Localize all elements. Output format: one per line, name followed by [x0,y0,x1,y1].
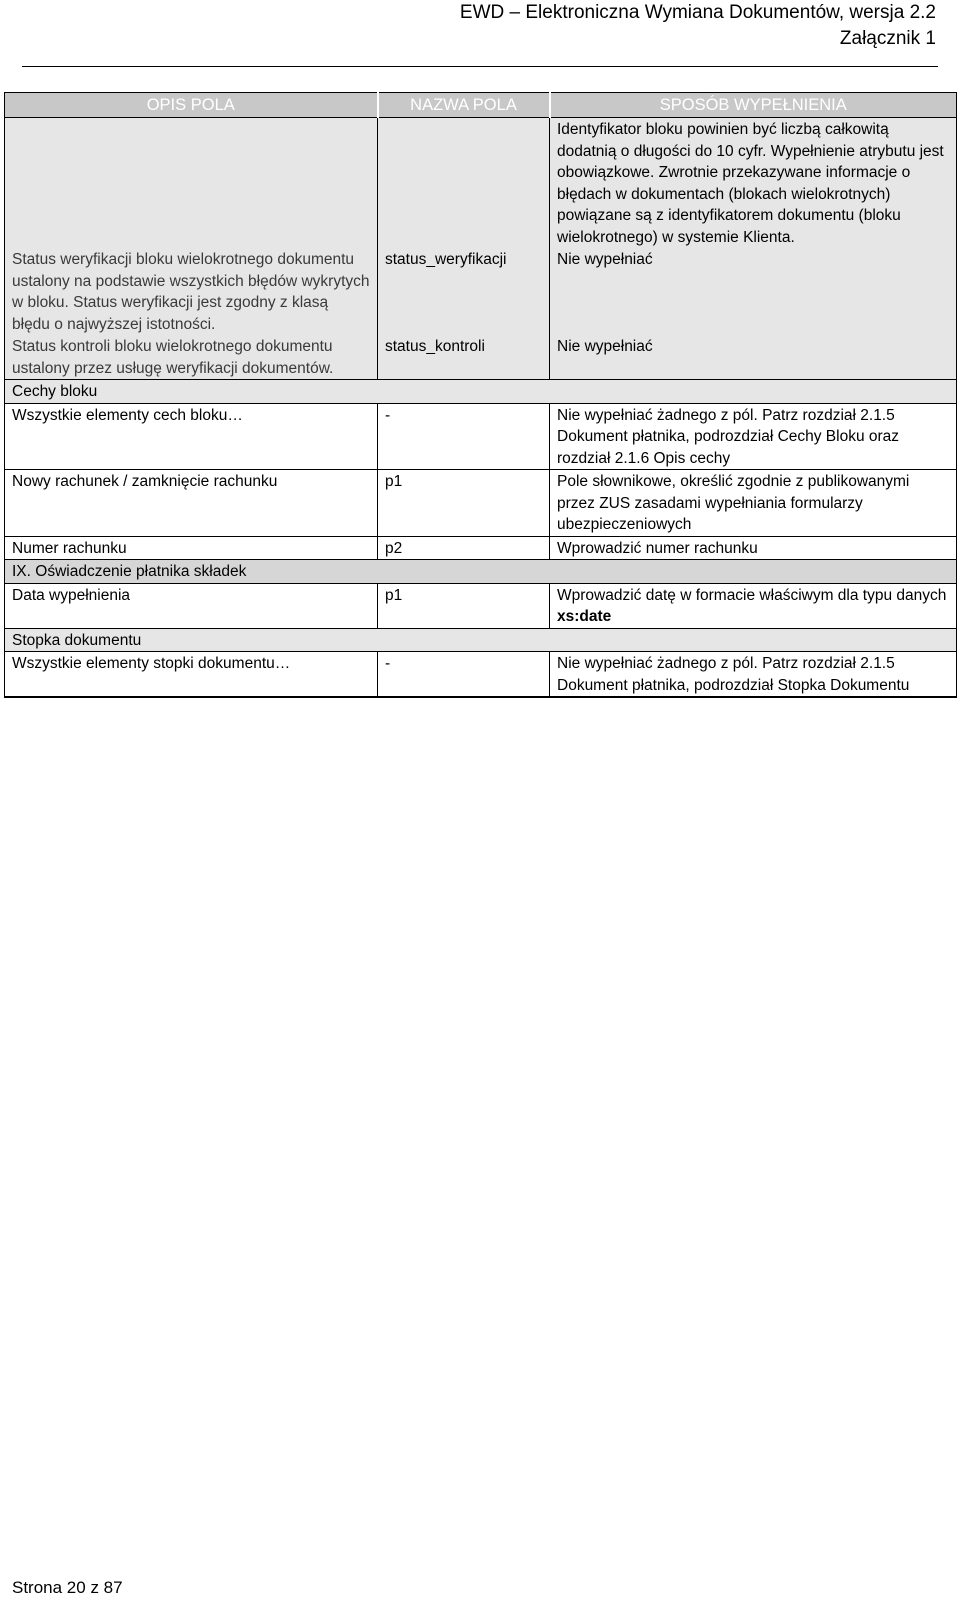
field-name: status_kontroli [378,335,550,380]
header-rule [22,66,938,67]
field-description: Wszystkie elementy stopki dokumentu… [5,652,378,698]
field-fill-rule: Pole słownikowe, określić zgodnie z publikowanymi przez ZUS zasadami wypełniania formularzy ubezpieczeniowych [550,470,957,537]
field-fill-rule [550,583,957,628]
field-description: Status kontroli bloku wielokrotnego dokumentu ustalony przez usługę weryfikacji dokumentów. [5,335,378,380]
field-name: - [378,403,550,470]
section-title: Cechy bloku [5,380,957,404]
table-row [5,536,957,560]
field-fill-rule: Nie wypełniać [550,248,957,335]
field-fill-rule: Nie wypełniać [550,335,957,380]
field-name: p2 [378,536,550,560]
page-number: Strona 20 z 87 [12,1578,123,1597]
document-title: EWD – Elektroniczna Wymiana Dokumentów, wersja 2.2 [459,2,936,23]
table-row [5,118,957,249]
field-fill-rule: Nie wypełniać żadnego z pól. Patrz rozdział 2.1.5 Dokument płatnika, podrozdział Stopka Dokumentu [550,652,957,698]
field-name: p1 [378,583,550,628]
field-description: Numer rachunku [5,536,378,560]
table-row [5,248,957,335]
intro-text: Identyfikator bloku powinien być liczbą całkowitą dodatnią o długości do 10 cyfr. Wypełnienie atrybutu jest obowiązkowe. Zwrotnie przekazywane informacje o błędach w dokumentach (blokach wielokrotnych) powiązane są z identyfikatorem dokumentu (bloku wielokrotnego) w systemie Klienta. [550,118,957,249]
page-header [460,0,936,52]
attachment-label: Załącznik 1 [839,28,936,49]
section-row-cechy [5,380,957,404]
table-row [5,470,957,537]
field-name: - [378,652,550,698]
column-header-sposob: SPOSÓB WYPEŁNIENIA [550,93,957,118]
field-name: p1 [378,470,550,537]
section-row-ix [5,560,957,584]
field-description: Data wypełnienia [5,583,378,628]
section-title: IX. Oświadczenie płatnika składek [5,560,957,584]
table-row [5,583,957,628]
fill-rule-text: Wprowadzić datę w formacie właściwym dla typu danych [557,586,947,604]
field-description: Nowy rachunek / zamknięcie rachunku [5,470,378,537]
table-header-row [5,93,957,118]
field-description: Wszystkie elementy cech bloku… [5,403,378,470]
table-row [5,335,957,380]
field-fill-rule: Nie wypełniać żadnego z pól. Patrz rozdział 2.1.5 Dokument płatnika, podrozdział Cechy Bloku oraz rozdział 2.1.6 Opis cechy [550,403,957,470]
column-header-opis: OPIS POLA [5,93,378,118]
section-row-stopka [5,628,957,652]
field-description: Status weryfikacji bloku wielokrotnego dokumentu ustalony na podstawie wszystkich błędów wykrytych w bloku. Status weryfikacji jest zgodny z klasą błędu o najwyższej istotności. [5,248,378,335]
field-fill-rule: Wprowadzić numer rachunku [550,536,957,560]
field-spec-table [4,92,957,698]
table-row [5,652,957,698]
data-type-name: xs:date [557,608,612,625]
section-title: Stopka dokumentu [5,628,957,652]
table-row [5,403,957,470]
field-name: status_weryfikacji [378,248,550,335]
column-header-nazwa: NAZWA POLA [378,93,550,118]
